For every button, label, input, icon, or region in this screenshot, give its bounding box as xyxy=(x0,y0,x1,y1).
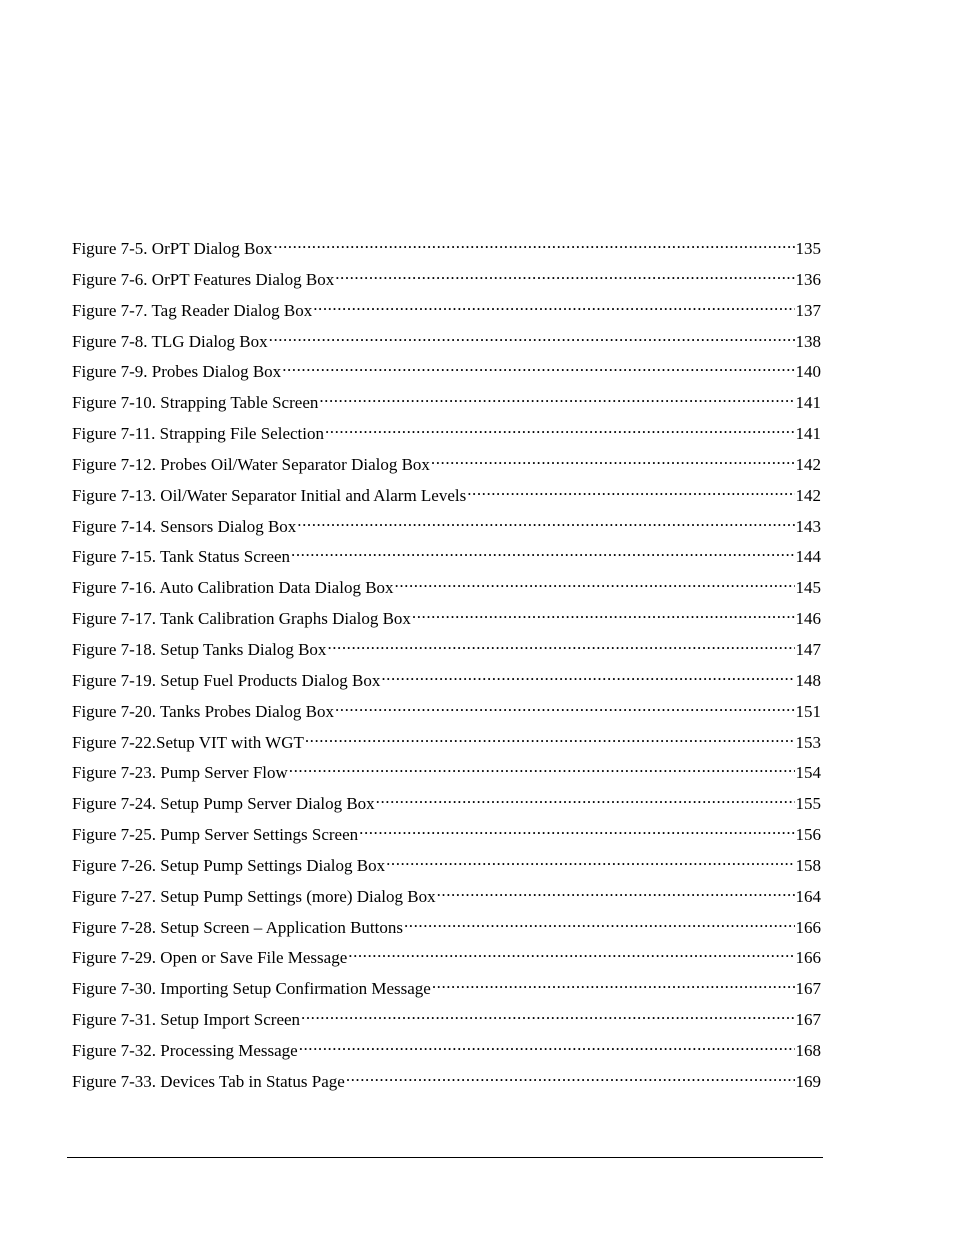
dot-leader xyxy=(381,664,794,686)
toc-entry[interactable] xyxy=(72,911,821,942)
dot-leader xyxy=(282,355,794,377)
dot-leader xyxy=(305,726,795,748)
toc-entry[interactable] xyxy=(72,787,821,818)
toc-entry[interactable] xyxy=(72,417,821,448)
dot-leader xyxy=(273,232,794,254)
dot-leader xyxy=(437,880,795,902)
dot-leader xyxy=(432,972,795,994)
toc-entry-label: Figure 7-18. Setup Tanks Dialog Box xyxy=(72,639,327,659)
toc-entry-page: 135 xyxy=(795,239,821,258)
toc-entry-page: 141 xyxy=(795,424,821,444)
dot-leader xyxy=(269,325,795,347)
toc-entry-page: 146 xyxy=(795,609,821,629)
toc-entry-label: Figure 7-11. Strapping File Selection xyxy=(72,424,324,444)
dot-leader xyxy=(327,633,794,655)
dot-leader xyxy=(359,818,794,840)
toc-entry-label: Figure 7-8. TLG Dialog Box xyxy=(72,331,268,351)
toc-entry-page: 145 xyxy=(795,578,821,598)
dot-leader xyxy=(404,911,795,933)
toc-entry-label: Figure 7-33. Devices Tab in Status Page xyxy=(72,1071,345,1091)
toc-entry-page: 167 xyxy=(795,1010,821,1030)
toc-entry-label: Figure 7-19. Setup Fuel Products Dialog Box xyxy=(72,670,381,690)
toc-entry[interactable] xyxy=(72,232,821,263)
dot-leader xyxy=(291,540,794,562)
toc-entry-page: 166 xyxy=(795,948,821,968)
toc-entry[interactable] xyxy=(72,818,821,849)
dot-leader xyxy=(313,294,794,316)
toc-entry-page: 141 xyxy=(795,393,821,413)
dot-leader xyxy=(346,1065,795,1087)
toc-entry-page: 143 xyxy=(795,516,821,536)
dot-leader xyxy=(335,695,795,717)
toc-entry-page: 156 xyxy=(795,825,821,845)
toc-entry[interactable] xyxy=(72,633,821,664)
dot-leader xyxy=(348,941,794,963)
toc-entry-label: Figure 7-28. Setup Screen – Application Buttons xyxy=(72,917,403,937)
dot-leader xyxy=(395,571,795,593)
toc-entry-page: 140 xyxy=(795,362,821,382)
toc-entry-page: 169 xyxy=(795,1071,821,1091)
toc-entry[interactable] xyxy=(72,571,821,602)
toc-entry-page: 137 xyxy=(795,300,821,320)
toc-entry-label: Figure 7-30. Importing Setup Confirmation Message xyxy=(72,979,431,999)
toc-entry-page: 148 xyxy=(795,670,821,690)
toc-entry-label: Figure 7-15. Tank Status Screen xyxy=(72,547,291,567)
toc-entry-label: Figure 7-14. Sensors Dialog Box xyxy=(72,516,297,536)
toc-entry-label: Figure 7-13. Oil/Water Separator Initial and Alarm Levels xyxy=(72,485,467,505)
toc-entry[interactable] xyxy=(72,325,821,356)
toc-entry[interactable] xyxy=(72,756,821,787)
toc-entry-label: Figure 7-26. Setup Pump Settings Dialog Box xyxy=(72,855,386,875)
dot-leader xyxy=(386,849,794,871)
toc-entry-page: 158 xyxy=(795,855,821,875)
toc-entry[interactable] xyxy=(72,880,821,911)
toc-entry-label: Figure 7-23. Pump Server Flow xyxy=(72,763,288,783)
toc-entry[interactable] xyxy=(72,479,821,510)
toc-entry-page: 142 xyxy=(795,485,821,505)
toc-entry[interactable] xyxy=(72,849,821,880)
toc-entry-label: Figure 7-6. OrPT Features Dialog Box xyxy=(72,269,335,289)
toc-entry[interactable] xyxy=(72,386,821,417)
toc-entry[interactable] xyxy=(72,263,821,294)
toc-entry-label: Figure 7-29. Open or Save File Message xyxy=(72,948,348,968)
toc-entry[interactable] xyxy=(72,1065,821,1096)
toc-entry-page: 144 xyxy=(795,547,821,567)
toc-entry-label: Figure 7-25. Pump Server Settings Screen xyxy=(72,825,359,845)
toc-entry-page: 147 xyxy=(795,639,821,659)
toc-entry[interactable] xyxy=(72,972,821,1003)
dot-leader xyxy=(376,787,795,809)
toc-entry-label: Figure 7-9. Probes Dialog Box xyxy=(72,362,282,382)
toc-entry-label: Figure 7-32. Processing Message xyxy=(72,1040,298,1060)
dot-leader xyxy=(467,479,794,501)
list-of-figures xyxy=(72,232,821,1096)
toc-entry-label: Figure 7-12. Probes Oil/Water Separator Dialog Box xyxy=(72,454,430,474)
toc-entry-page: 168 xyxy=(795,1040,821,1060)
toc-entry[interactable] xyxy=(72,695,821,726)
dot-leader xyxy=(301,1003,794,1025)
dot-leader xyxy=(289,756,795,778)
toc-entry-page: 142 xyxy=(795,454,821,474)
toc-entry[interactable] xyxy=(72,1003,821,1034)
dot-leader xyxy=(335,263,794,285)
toc-entry[interactable] xyxy=(72,602,821,633)
toc-entry-label: Figure 7-7. Tag Reader Dialog Box xyxy=(72,300,313,320)
toc-entry-label: Figure 7-20. Tanks Probes Dialog Box xyxy=(72,701,334,721)
toc-entry-page: 153 xyxy=(795,732,821,752)
dot-leader xyxy=(431,448,795,470)
toc-entry[interactable] xyxy=(72,540,821,571)
toc-entry-label: Figure 7-5. OrPT Dialog Box xyxy=(72,239,273,258)
dot-leader xyxy=(325,417,795,439)
dot-leader xyxy=(412,602,795,624)
toc-entry-page: 151 xyxy=(795,701,821,721)
dot-leader xyxy=(297,510,794,532)
dot-leader xyxy=(299,1034,795,1056)
toc-entry[interactable] xyxy=(72,294,821,325)
footer-divider xyxy=(67,1157,823,1158)
toc-entry-page: 164 xyxy=(795,886,821,906)
toc-entry-label: Figure 7-24. Setup Pump Server Dialog Box xyxy=(72,794,375,814)
toc-entry-label: Figure 7-22.Setup VIT with WGT xyxy=(72,732,304,752)
toc-entry[interactable] xyxy=(72,355,821,386)
toc-entry[interactable] xyxy=(72,448,821,479)
toc-entry-page: 166 xyxy=(795,917,821,937)
toc-entry-page: 136 xyxy=(795,269,821,289)
dot-leader xyxy=(319,386,794,408)
toc-entry[interactable] xyxy=(72,664,821,695)
toc-entry-page: 138 xyxy=(795,331,821,351)
toc-entry[interactable] xyxy=(72,941,821,972)
toc-entry-page: 167 xyxy=(795,979,821,999)
toc-entry-label: Figure 7-31. Setup Import Screen xyxy=(72,1010,301,1030)
toc-entry[interactable] xyxy=(72,1034,821,1065)
toc-entry-page: 154 xyxy=(795,763,821,783)
toc-entry[interactable] xyxy=(72,726,821,757)
toc-entry-label: Figure 7-27. Setup Pump Settings (more) Dialog Box xyxy=(72,886,436,906)
toc-entry-label: Figure 7-10. Strapping Table Screen xyxy=(72,393,319,413)
toc-entry-label: Figure 7-17. Tank Calibration Graphs Dialog Box xyxy=(72,609,411,629)
toc-entry-page: 155 xyxy=(795,794,821,814)
toc-entry[interactable] xyxy=(72,510,821,541)
toc-entry-label: Figure 7-16. Auto Calibration Data Dialog Box xyxy=(72,578,394,598)
